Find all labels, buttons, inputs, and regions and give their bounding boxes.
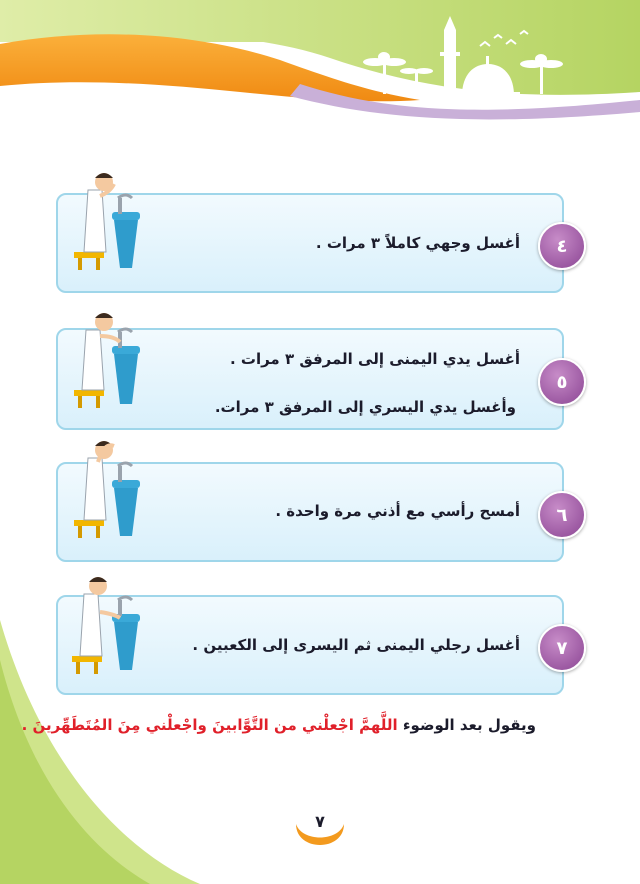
step-number-badge-4: ٤ <box>538 222 586 270</box>
dua-intro: ويقول بعد الوضوء <box>402 716 536 734</box>
step-7-line-1: أغسل رجلي اليمنى ثم اليسرى إلى الكعبين . <box>192 636 520 654</box>
step-number-badge-6: ٦ <box>538 491 586 539</box>
step-number-badge-5: ٥ <box>538 358 586 406</box>
step-4-line-1: أغسل وجهي كاملاً ٣ مرات . <box>315 234 520 252</box>
dua-text: اللَّهمَّ اجْعلْني من التَّوَّابينَ واجْعلْني مِنَ المُتَطَهِّرينَ . <box>21 716 398 734</box>
step-5-line-2: وأغسل يدي اليسري إلى المرفق ٣ مرات. <box>214 398 516 416</box>
step-5-line-1: أغسل يدي اليمنى إلى المرفق ٣ مرات . <box>229 350 520 368</box>
boy-wiping-head-icon <box>74 441 140 538</box>
boy-washing-arms-icon <box>74 313 140 408</box>
boy-washing-face-icon <box>74 173 140 270</box>
boy-washing-feet-icon <box>72 577 140 674</box>
page-number: ٧ <box>315 812 325 831</box>
step-6-line-1: أمسح رأسي مع أذني مرة واحدة . <box>275 502 520 520</box>
step-number-badge-7: ٧ <box>538 624 586 672</box>
dua-line <box>22 716 536 734</box>
